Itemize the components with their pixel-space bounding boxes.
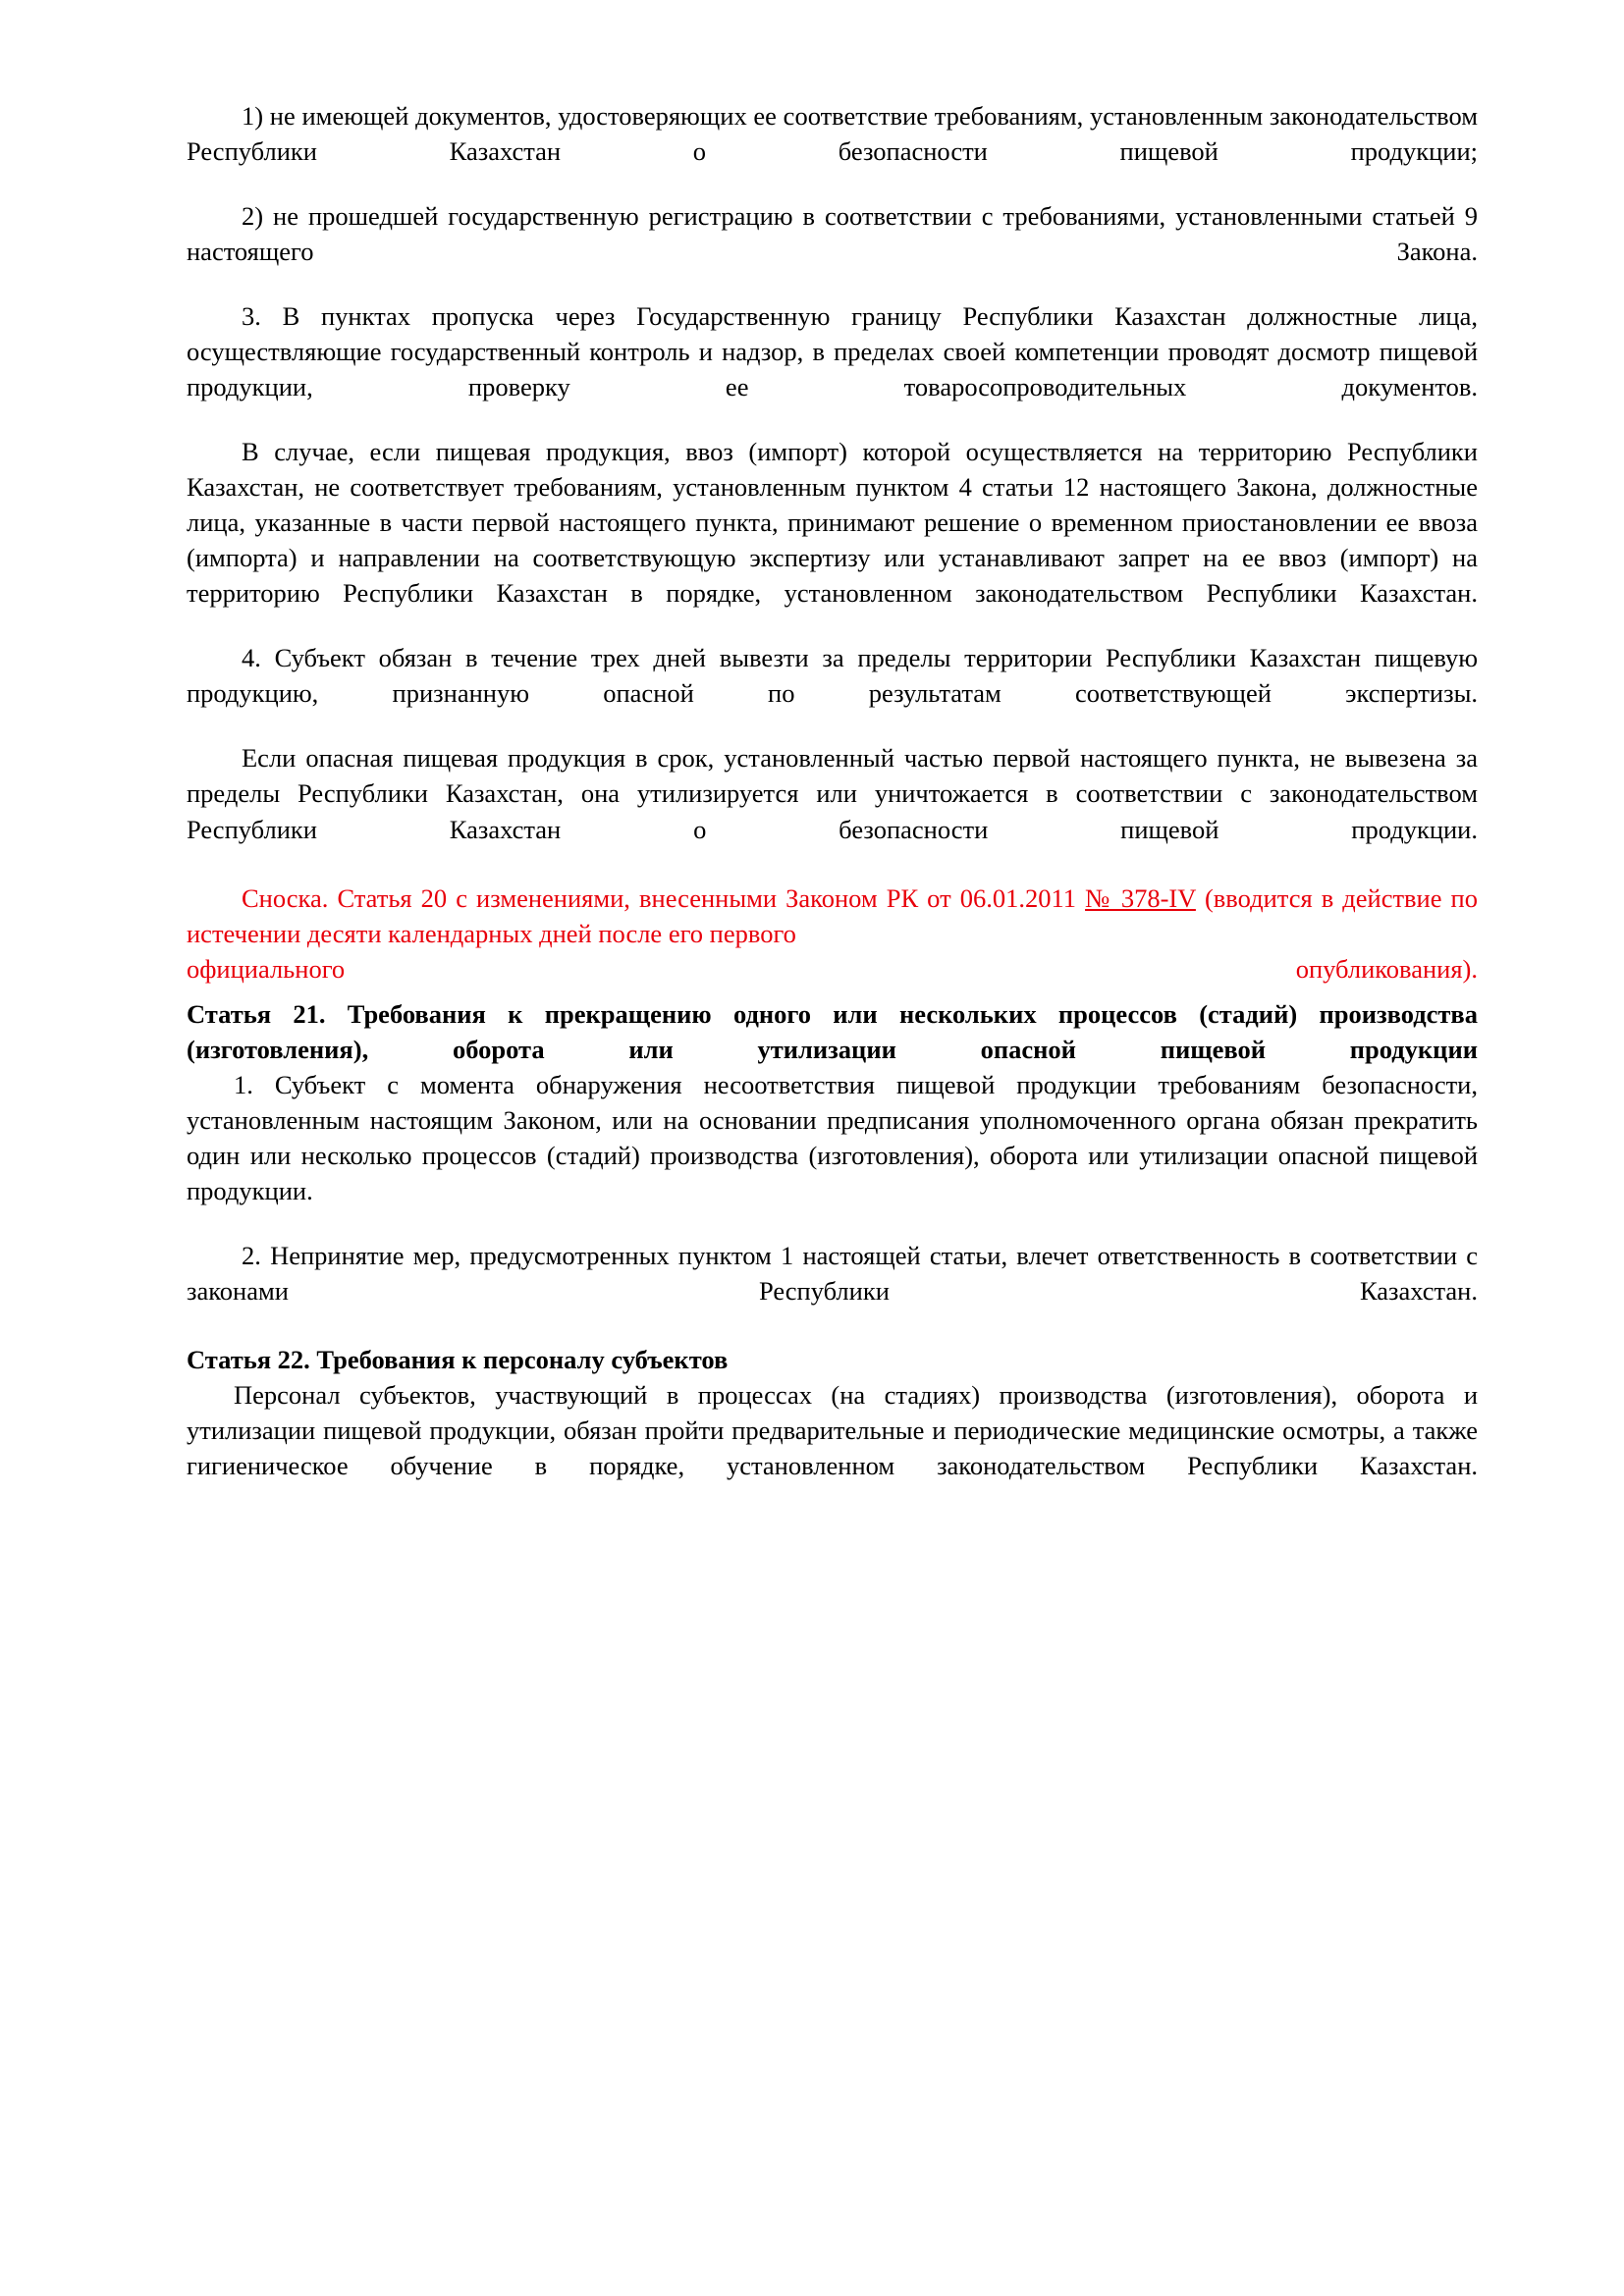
paragraph-item-2: 2) не прошедшей государственную регистрацию в соответствии с требованиями, установленными статьей 9 настоящего Закона. [187,201,1478,267]
paragraph-point-3: 3. В пунктах пропуска через Государственную границу Республики Казахстан должностные лица, осуществляющие государственный контроль и надзор, в пределах своей компетенции проводят досмотр пищевой продукции, проверку ее товаросопроводительных документов. [187,301,1478,402]
paragraph-spacer [187,1308,1478,1342]
article-21-heading: Статья 21. Требования к прекращению одного или нескольких процессов (стадий) производства (изготовления), оборота или утилизации опасной пищевой продукции [187,998,1478,1064]
article-22-text: Персонал субъектов, участвующий в процессах (на стадиях) производства (изготовления), оборота и утилизации пищевой продукции, обязан пройти предварительные и периодические медицинские осмотры, а также гигиеническое обучение в порядке, установленном законодательством Республики Казахстан. [187,1379,1478,1480]
paragraph-spacer [187,611,1478,640]
paragraph-spacer [187,711,1478,740]
paragraph-point-4: 4. Субъект обязан в течение трех дней вывезти за пределы территории Республики Казахстан пищевую продукцию, признанную опасной по результатам соответствующей экспертизы. [187,643,1478,709]
footnote-tail-right: опубликования). [1295,953,1478,984]
document-body [187,98,1478,1483]
paragraph-spacer [187,404,1478,434]
footnote-text-part1: Сноска. Статья 20 с изменениями, внесенными Законом РК от 06.01.2011 [242,882,1086,913]
paragraph-spacer [187,1208,1478,1238]
paragraph-item-1: 1) не имеющей документов, удостоверяющих ее соответствие требованиям, установленным законодательством Республики Казахстан о безопасности пищевой продукции; [187,101,1478,167]
footnote-last-line [187,951,1478,987]
paragraph-spacer [187,847,1478,881]
paragraph-spacer [187,169,1478,198]
footnote-block [187,881,1478,951]
paragraph-spacer [187,269,1478,298]
paragraph-point-4-second: Если опасная пищевая продукция в срок, установленный частью первой настоящего пункта, не вывезена за пределы Республики Казахстан, она утилизируется или уничтожается в соответствии с законодательством Республики Казахстан о безопасности пищевой продукции. [187,743,1478,844]
article-21-point-1: 1. Субъект с момента обнаружения несоответствия пищевой продукции требованиям безопасности, установленным настоящим Законом, или на основании предписания уполномоченного органа обязан прекратить один или несколько процессов (стадий) производства (изготовления), оборота или утилизации опасной пищевой продукции. [187,1069,1478,1205]
article-22-heading: Статья 22. Требования к персоналу субъектов [187,1344,729,1374]
paragraph-point-3-second: В случае, если пищевая продукция, ввоз (импорт) которой осуществляется на территорию Республики Казахстан, не соответствует требованиям, установленным пунктом 4 статьи 12 настоящего Закона, должностные лица, указанные в части первой настоящего пункта, принимают решение о временном приостановлении ее ввоза (импорта) и направлении на соответствующую экспертизу или устанавливают запрет на ее ввоз (импорт) на территорию Республики Казахстан в порядке, установленном законодательством Республики Казахстан. [187,437,1478,609]
footnote-law-link[interactable]: № 378-IV [1085,882,1196,913]
footnote-text-part2: (вводится в действие по истечении десяти календарных дней после его первого [187,882,1478,948]
paragraph-spacer [187,987,1478,996]
footnote-tail-left: официального [187,953,346,984]
article-21-point-2: 2. Непринятие мер, предусмотренных пунктом 1 настоящей статьи, влечет ответственность в соответствии с законами Республики Казахстан. [187,1240,1478,1306]
